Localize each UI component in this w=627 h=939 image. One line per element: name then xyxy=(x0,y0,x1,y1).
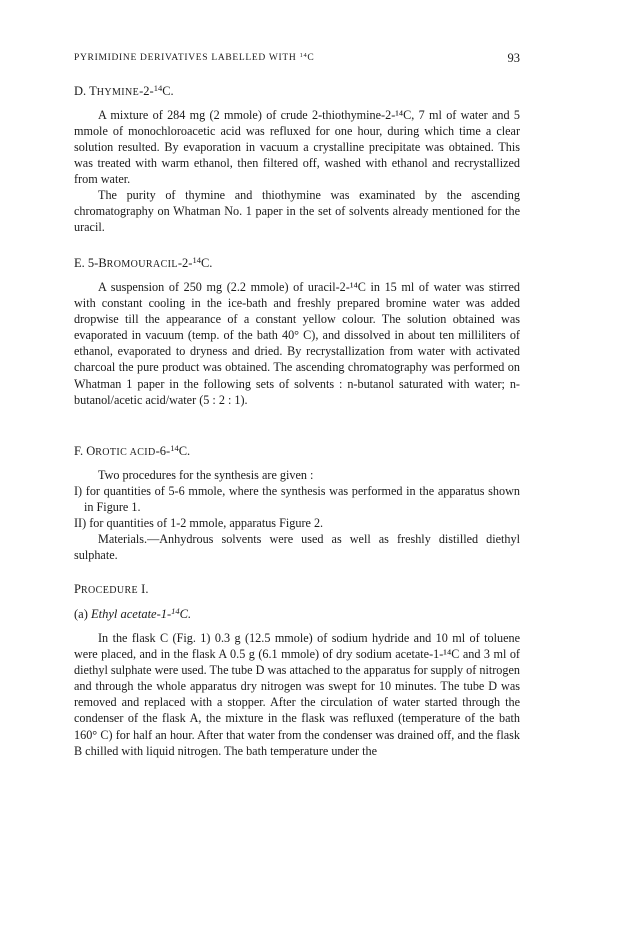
paragraph-ethyl-acetate-procedure: In the flask C (Fig. 1) 0.3 g (12.5 mmole) of sodium hydride and 10 ml of toluene were placed, and in the flask A 0.5 g (6.1 mmole) of dry sodium acetate-1-¹⁴C and 3 ml of diethyl sulphate were used. The tube D was attached to the apparatus for supply of nitrogen and through the whole apparatus dry nitrogen was swept for 10 minutes. The tube D was removed and replaced with a stopper. After the circulation of water started through the condenser of the flask A, the mixture in the flask was refluxed (temperature of the bath 160° C) for half an hour. After that water from the condenser was drained off, and the flask B chilled with liquid nitrogen. The bath temperature under the xyxy=(74,631,520,758)
running-head xyxy=(74,51,520,67)
orotic-acid-procedures xyxy=(74,467,520,564)
page-number: 93 xyxy=(507,51,520,65)
section-heading-bromouracil: E. 5-BROMOURACIL-2-$^{14}$C. xyxy=(74,255,213,270)
subsection-heading-ethyl-acetate: (a) Ethyl acetate-1-$^{14}$C. xyxy=(74,606,192,621)
materials-paragraph: Materials.—Anhydrous solvents were used as well as freshly distilled diethyl sulphate. xyxy=(74,532,520,563)
paragraph-thymine-purity: The purity of thymine and thiothymine was examinated by the ascending chromatography on Whatman No. 1 paper in the set of solvents already mentioned for the uracil. xyxy=(74,188,520,235)
section-heading-thymine: D. THYMINE-2-$^{14}$C. xyxy=(74,83,174,98)
section-heading-orotic-acid: F. OROTIC ACID-6-$^{14}$C. xyxy=(74,443,191,458)
procedures-intro: Two procedures for the synthesis are given : xyxy=(98,468,314,482)
procedure-item-2: II) for quantities of 1-2 mmole, apparatus Figure 2. xyxy=(74,516,324,531)
procedure-i-heading: PROCEDURE I. xyxy=(74,582,149,596)
running-head-title: PYRIMIDINE DERIVATIVES LABELLED WITH $^{14}$C xyxy=(74,52,315,63)
paragraph-thymine-synthesis: A mixture of 284 mg (2 mmole) of crude 2-thiothymine-2-¹⁴C, 7 ml of water and 5 mmole of monochloroacetic acid was refluxed for one hour, during which time a clear solution resulted. By evaporation in vacuum a crystalline precipitate was obtained. This was treated with warm ethanol, then filtered off, washed with ethanol and recrystallized from water. xyxy=(74,108,520,187)
procedure-item-1: I) for quantities of 5-6 mmole, where the synthesis was performed in the apparatus shown in Figure 1. xyxy=(74,484,520,515)
paragraph-bromouracil-synthesis: A suspension of 250 mg (2.2 mmole) of uracil-2-¹⁴C in 15 ml of water was stirred with constant cooling in the ice-bath and freshly prepared bromine water was added dropwise till the appearance of a constant yellow colour. The solution obtained was evaporated in vacuum (temp. of the bath 40° C), and dissolved in about ten milliliters of ethanol, evaporated to dryness and dried. By recrystallization from water with activated charcoal the pure product was obtained. The ascending chromatography was performed on Whatman 1 paper in the following sets of solvents : n-butanol saturated with water; n-butanol/acetic acid/water (5 : 2 : 1). xyxy=(74,280,520,407)
